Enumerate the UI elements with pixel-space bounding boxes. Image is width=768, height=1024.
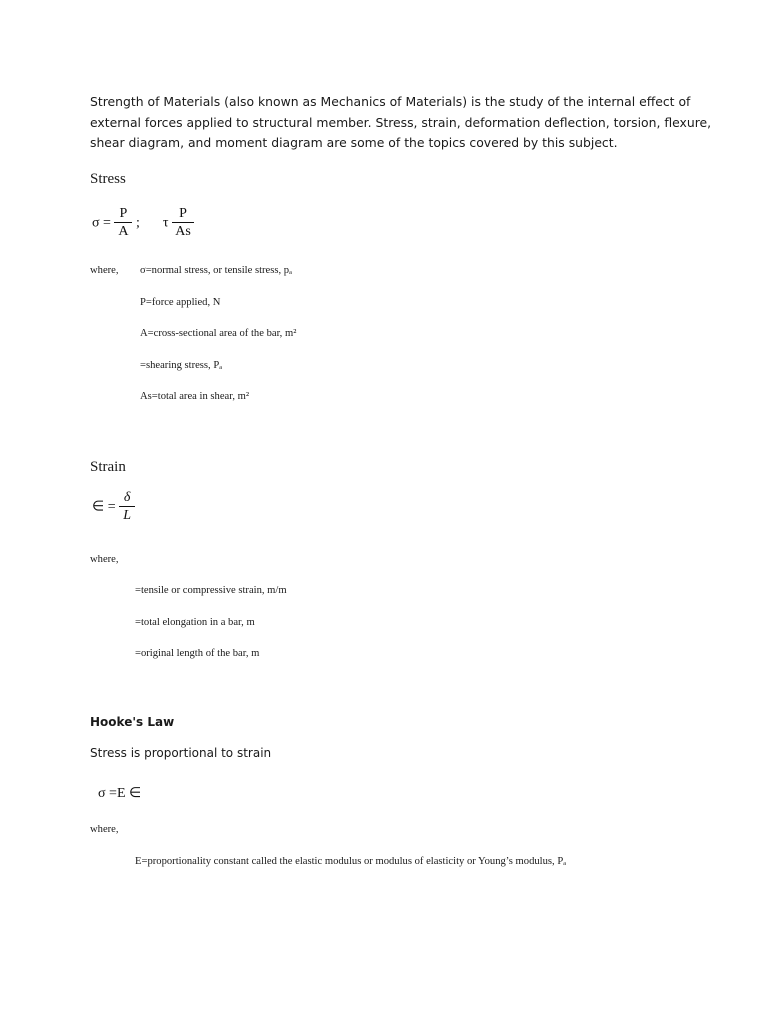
intro-paragraph [90, 92, 712, 154]
hooke-where-label: where, [90, 824, 119, 835]
stress-definition: σ=normal stress, or tensile stress, pₐ [140, 265, 292, 276]
strain-definition: =tensile or compressive strain, m/m [135, 585, 287, 596]
strain-definition: =original length of the bar, m [135, 648, 260, 659]
fraction-denominator: A [118, 224, 129, 239]
stress-definition: As=total area in shear, m² [140, 391, 250, 402]
intro-line: shear diagram, and moment diagram are some of the topics covered by this subject. [90, 135, 618, 150]
equals-sign: = [107, 499, 116, 515]
intro-line: external forces applied to structural member. Stress, strain, deformation deflection, torsion, flexure, [90, 114, 712, 130]
strain-definition: =total elongation in a bar, m [135, 617, 255, 628]
hooke-definition: E=proportionality constant called the elastic modulus or modulus of elasticity or Young’s modulus, Pₐ [135, 856, 567, 867]
intro-line: Strength of Materials (also known as Mechanics of Materials) is the study of the internal effect of [90, 94, 691, 109]
hooke-heading: Hooke's Law [90, 715, 175, 729]
equals-sign: = [103, 215, 111, 231]
stress-definition: =shearing stress, Pₐ [140, 360, 223, 371]
sigma-symbol: σ [92, 215, 100, 231]
stress-heading: Stress [90, 171, 126, 187]
stress-formula [92, 206, 194, 241]
strain-fraction [119, 490, 135, 525]
fraction-numerator: P [179, 206, 187, 221]
fraction-denominator: As [175, 224, 191, 239]
epsilon-symbol: ∈ [92, 499, 105, 515]
shear-stress-fraction [172, 206, 194, 241]
hooke-statement: Stress is proportional to strain [90, 746, 272, 760]
strain-heading: Strain [90, 459, 126, 475]
normal-stress-fraction [114, 206, 132, 241]
fraction-denominator: L [123, 508, 131, 523]
stress-where-label: where, [90, 265, 119, 276]
fraction-numerator: δ [123, 490, 131, 505]
fraction-numerator: P [119, 206, 128, 221]
strain-where-label: where, [90, 554, 119, 565]
semicolon: ; [135, 215, 140, 231]
hooke-formula: σ =E ∈ [98, 786, 142, 801]
stress-definition: A=cross-sectional area of the bar, m² [140, 328, 297, 339]
strain-formula [92, 490, 135, 525]
tau-symbol: τ [162, 215, 169, 231]
stress-definition: P=force applied, N [140, 297, 221, 308]
